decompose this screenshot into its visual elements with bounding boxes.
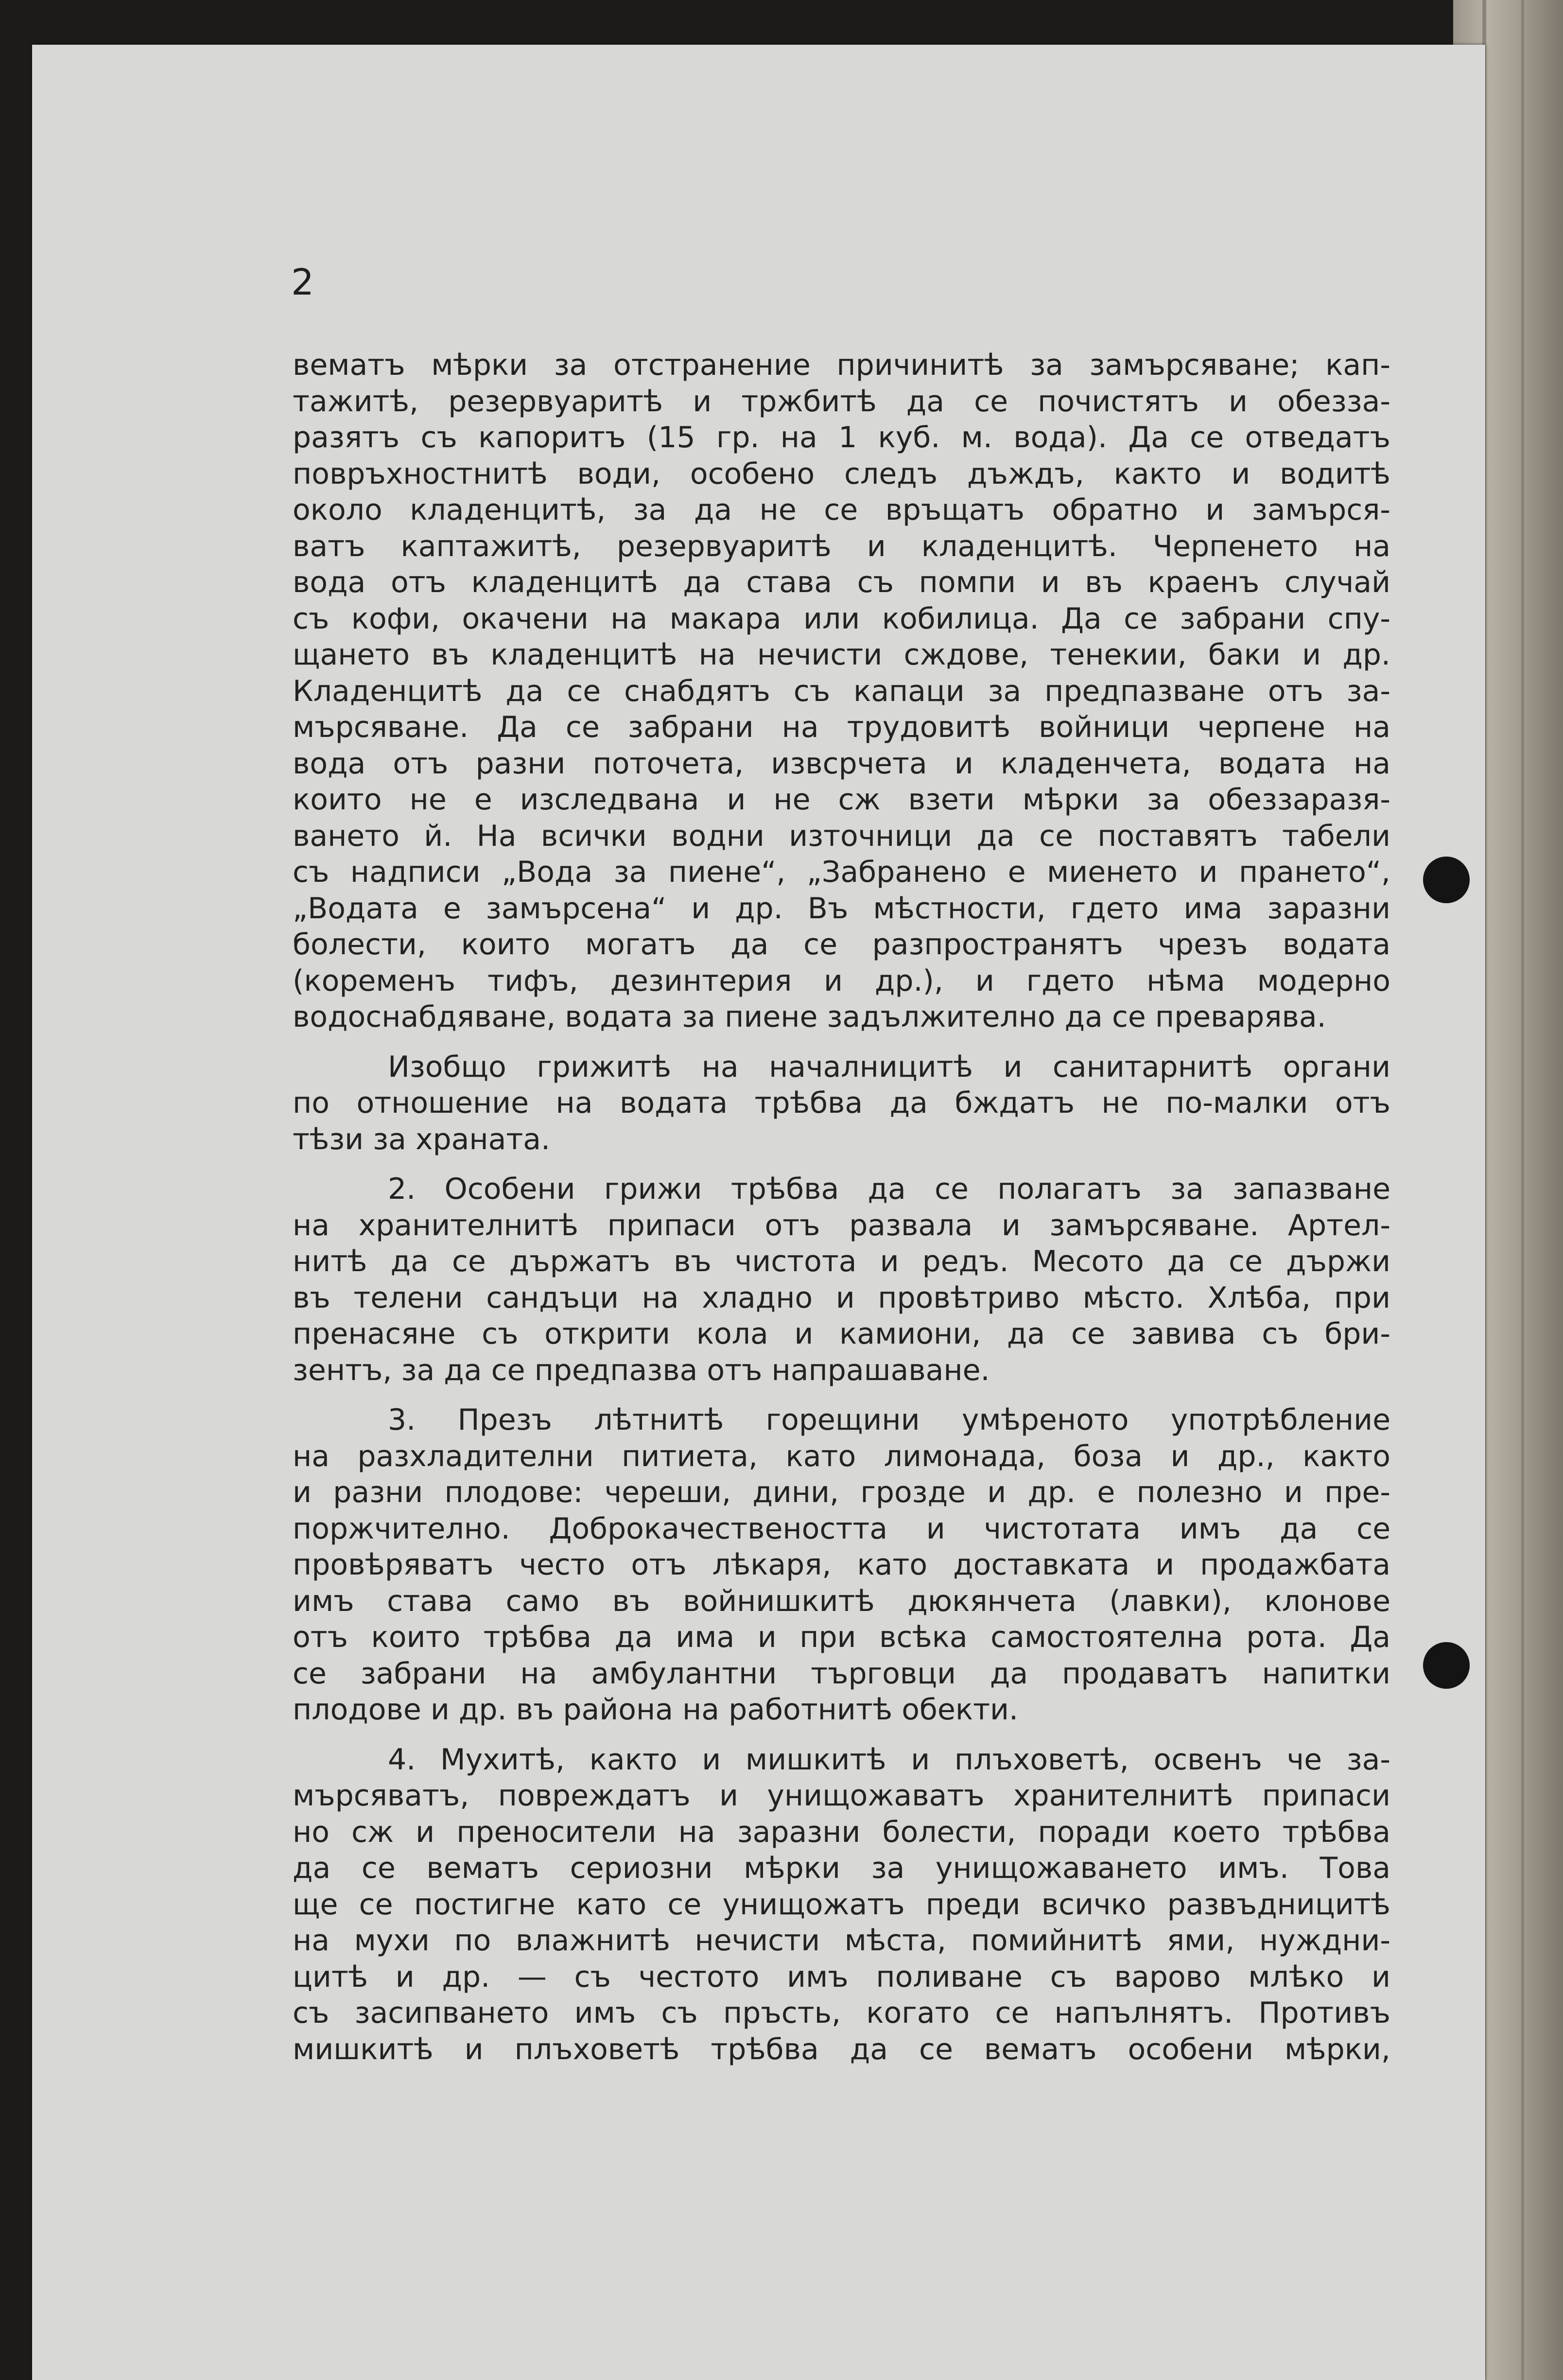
- text-line: мишкитѣ и плъховетѣ трѣбва да се вематъ особени мѣрки,: [293, 2032, 1390, 2066]
- text-line: мърсяване. Да се забрани на трудовитѣ войници черпене на: [293, 710, 1390, 744]
- text-line: и разни плодове: череши, дини, грозде и др. е полезно и пре-: [293, 1475, 1390, 1509]
- punch-hole: [1423, 1642, 1470, 1689]
- text-line: поржчително. Доброкачествеността и чистотата имъ да се: [293, 1511, 1390, 1546]
- text-line: Кладенцитѣ да се снабдятъ съ капаци за предпазване отъ за-: [293, 674, 1390, 708]
- paragraph-summer-drinks: [293, 1402, 1390, 1728]
- text-line: повръхностнитѣ води, особено следъ дъждъ, както и водитѣ: [293, 456, 1390, 491]
- text-line: мърсяватъ, повреждатъ и унищожаватъ хранителнитѣ припаси: [293, 1779, 1390, 1813]
- text-line: пренасяне съ открити кола и камиони, да се завива съ бри-: [293, 1317, 1390, 1351]
- text-line: 4. Мухитѣ, както и мишкитѣ и плъховетѣ, освенъ че за-: [388, 1742, 1390, 1777]
- text-line: болести, които могатъ да се разпространятъ чрезъ водата: [293, 928, 1390, 962]
- text-line: съ кофи, окачени на макара или кобилица. Да се забрани спу-: [293, 601, 1390, 636]
- text-line: съ засипването имъ съ пръсть, когато се напълнятъ. Противъ: [293, 1996, 1390, 2030]
- text-line: ще се постигне като се унищожатъ преди всичко развъдницитѣ: [293, 1887, 1390, 1922]
- text-line: ването й. На всички водни източници да се поставятъ табели: [293, 819, 1390, 853]
- text-line: водоснабдяване, водата за пиене задължително да се преварява.: [293, 1000, 1326, 1034]
- text-line: (коремeнъ тифъ, дезинтерия и др.), и гдето нѣма модерно: [293, 963, 1390, 998]
- text-line: вематъ мѣрки за отстранение причинитѣ за замърсяване; кап-: [293, 348, 1390, 382]
- text-line: Изобщо грижитѣ на началницитѣ и санитарнитѣ органи: [388, 1050, 1390, 1084]
- text-line: тажитѣ, резервуаритѣ и тржбитѣ да се почистятъ и обезза-: [293, 384, 1390, 419]
- text-line: разятъ съ капоритъ (15 гр. на 1 куб. м. вода). Да се отведатъ: [293, 420, 1390, 455]
- text-line: имъ става само въ войнишкитѣ дюкянчета (лавки), клонове: [293, 1584, 1390, 1618]
- text-line: „Водата е замърсена“ и др. Въ мѣстности, гдето има заразни: [293, 891, 1390, 926]
- text-line: вода отъ кладенцитѣ да става съ помпи и въ краенъ случай: [293, 565, 1390, 599]
- text-line: въ телени сандъци на хладно и провѣтриво мѣсто. Хлѣба, при: [293, 1280, 1390, 1315]
- paragraph-pests: [293, 1742, 1390, 2068]
- text-line: се забрани на амбулантни търговци да продаватъ напитки: [293, 1656, 1390, 1691]
- text-line: на мухи по влажнитѣ нечисти мѣста, помийнитѣ ями, нуждни-: [293, 1924, 1390, 1958]
- text-line: на разхладителни питиета, като лимонада, боза и др., както: [293, 1439, 1390, 1473]
- text-line: ватъ каптажитѣ, резервуаритѣ и кладенцитѣ. Черпенето на: [293, 529, 1390, 563]
- body-text: [293, 347, 1390, 2081]
- punch-hole: [1423, 857, 1470, 903]
- text-line: провѣряватъ често отъ лѣкаря, като доставката и продажбата: [293, 1548, 1390, 1582]
- text-line: да се вематъ сериозни мѣрки за унищожаването имъ. Това: [293, 1851, 1390, 1885]
- page-number: 2: [291, 262, 314, 303]
- text-line: щането въ кладенцитѣ на нечисти сждове, тенекии, баки и др.: [293, 638, 1390, 672]
- text-line: зентъ, за да се предпазва отъ напрашаване.: [293, 1353, 990, 1387]
- paragraph-general-care: [293, 1049, 1390, 1158]
- paragraph-food-storage: [293, 1171, 1390, 1388]
- text-line: 2. Особени грижи трѣбва да се полагатъ за запазване: [388, 1172, 1390, 1206]
- text-line: тѣзи за храната.: [293, 1122, 551, 1156]
- document-page: [32, 45, 1485, 2380]
- text-line: цитѣ и др. — съ честото имъ поливане съ варово млѣко и: [293, 1960, 1390, 1994]
- text-line: плодове и др. въ района на работнитѣ обекти.: [293, 1693, 1019, 1727]
- text-line: но сж и преносители на заразни болести, поради което трѣбва: [293, 1815, 1390, 1849]
- text-line: които не е изследвана и не сж взети мѣрки за обеззаразя-: [293, 783, 1390, 817]
- paragraph-water-measures: [293, 347, 1390, 1035]
- text-line: нитѣ да се държатъ въ чистота и редъ. Месото да се държи: [293, 1244, 1390, 1278]
- text-line: вода отъ разни поточета, извсрчета и кладенчета, водата на: [293, 746, 1390, 781]
- text-line: на хранителнитѣ припаси отъ развала и замърсяване. Артел-: [293, 1208, 1390, 1242]
- text-line: отъ които трѣбва да има и при всѣка самостоятелна рота. Да: [293, 1620, 1390, 1654]
- text-line: 3. Презъ лѣтнитѣ горещини умѣреното употрѣбление: [388, 1403, 1390, 1437]
- text-line: около кладенцитѣ, за да не се връщатъ обратно и замърся-: [293, 493, 1390, 527]
- text-line: по отношение на водата трѣбва да бждатъ не по-малки отъ: [293, 1086, 1390, 1120]
- text-line: съ надписи „Вода за пиене“, „Забранено е миенето и прането“,: [293, 855, 1390, 889]
